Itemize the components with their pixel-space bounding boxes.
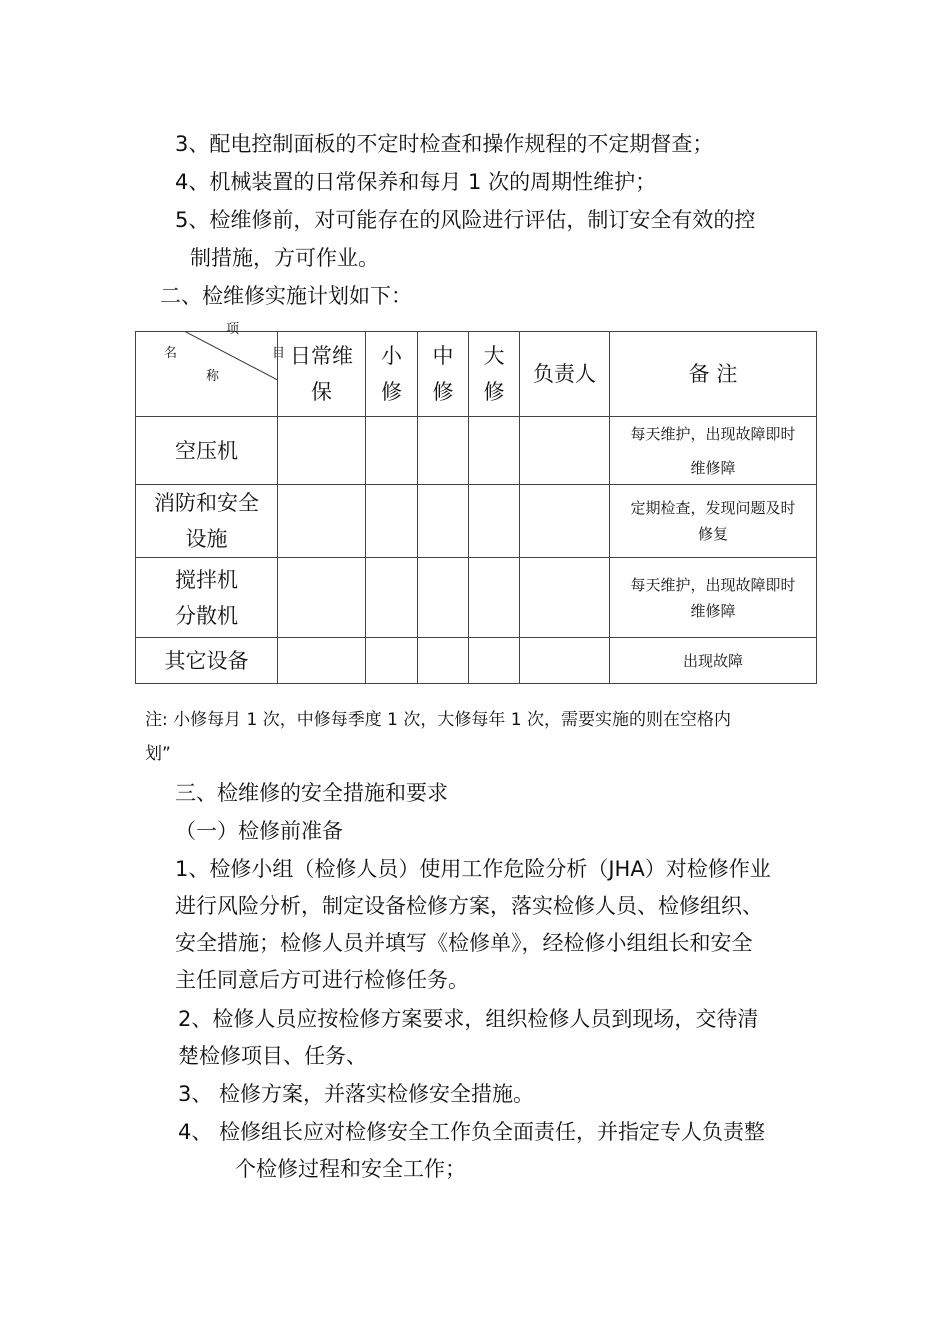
- major-repair-cell[interactable]: [469, 417, 520, 485]
- major-repair-cell[interactable]: [469, 485, 520, 558]
- corner-label-item-1: 项: [226, 322, 240, 337]
- minor-repair-cell[interactable]: [366, 558, 418, 638]
- table-note: 注: 小修每月 1 次，中修每季度 1 次，大修每年 1 次，需要实施的则在空格内: [145, 710, 732, 730]
- header-major-repair: 大 修: [469, 332, 520, 417]
- equipment-name: 搅拌机 分散机: [136, 558, 278, 638]
- maintenance-plan-table: [135, 322, 817, 684]
- table-row: [136, 485, 817, 558]
- intro-item-4: 4、机械装置的日常保养和每月 1 次的周期性维护；: [175, 170, 657, 194]
- minor-repair-cell[interactable]: [366, 485, 418, 558]
- responsible-person-cell[interactable]: [520, 485, 610, 558]
- section-3-item-1-cont-3: 主任同意后方可进行检修任务。: [175, 968, 469, 992]
- header-medium-repair: 中 修: [418, 332, 469, 417]
- responsible-person-cell[interactable]: [520, 558, 610, 638]
- medium-repair-cell[interactable]: [418, 485, 469, 558]
- section-3-item-1: 1、检修小组（检修人员）使用工作危险分析（JHA）对检修作业: [175, 857, 771, 881]
- table-row: [136, 417, 817, 485]
- table-note-cont: 划”: [145, 744, 171, 764]
- intro-item-5: 5、检维修前，对可能存在的风险进行评估，制订安全有效的控: [175, 208, 756, 232]
- section-3-item-1-cont-2: 安全措施；检修人员并填写《检修单》，经检修小组组长和安全: [175, 931, 753, 955]
- daily-maintenance-cell[interactable]: [278, 558, 366, 638]
- header-responsible-person: 负责人: [520, 332, 610, 417]
- minor-repair-cell[interactable]: [366, 417, 418, 485]
- intro-item-3: 3、配电控制面板的不定时检查和操作规程的不定期督查；: [175, 132, 714, 156]
- equipment-name: 空压机: [136, 417, 278, 485]
- table-row: [136, 558, 817, 638]
- intro-item-5-cont: 制措施，方可作业。: [190, 246, 379, 270]
- major-repair-cell[interactable]: [469, 558, 520, 638]
- remark-cell: 出现故障: [610, 638, 817, 684]
- section-3-item-4-cont: 个检修过程和安全工作；: [235, 1157, 466, 1181]
- corner-label-name-1: 名: [164, 346, 178, 361]
- section-3-item-2-cont: 楚检修项目、任务、: [178, 1044, 367, 1068]
- responsible-person-cell[interactable]: [520, 417, 610, 485]
- section-2-title: 二、检维修实施计划如下：: [160, 284, 412, 308]
- medium-repair-cell[interactable]: [418, 417, 469, 485]
- corner-label-name-2: 称: [206, 369, 220, 384]
- header-remarks: 备 注: [610, 332, 817, 417]
- medium-repair-cell[interactable]: [418, 558, 469, 638]
- remark-cell: 定期检查，发现问题及时 修复: [610, 485, 817, 558]
- section-3-item-4: 4、 检修组长应对检修安全工作负全面责任，并指定专人负责整: [178, 1120, 766, 1144]
- section-3-item-2: 2、检修人员应按检修方案要求，组织检修人员到现场，交待清: [178, 1007, 759, 1031]
- header-daily-maintenance: 日常维 保: [278, 332, 366, 417]
- remark-cell: 每天维护，出现故障即时 维修障: [610, 417, 817, 485]
- section-3-item-1-cont-1: 进行风险分析，制定设备检修方案，落实检修人员、检修组织、: [175, 894, 763, 918]
- subsection-1-title: （一）检修前准备: [175, 819, 343, 843]
- header-minor-repair: 小 修: [366, 332, 418, 417]
- table-row: [136, 638, 817, 684]
- corner-label-item-2: 目: [272, 346, 286, 361]
- section-3-item-3: 3、 检修方案，并落实检修安全措施。: [178, 1082, 535, 1106]
- section-3-title: 三、检维修的安全措施和要求: [175, 781, 448, 805]
- minor-repair-cell[interactable]: [366, 638, 418, 684]
- major-repair-cell[interactable]: [469, 638, 520, 684]
- daily-maintenance-cell[interactable]: [278, 485, 366, 558]
- equipment-name: 其它设备: [136, 638, 278, 684]
- daily-maintenance-cell[interactable]: [278, 638, 366, 684]
- daily-maintenance-cell[interactable]: [278, 417, 366, 485]
- medium-repair-cell[interactable]: [418, 638, 469, 684]
- diagonal-header-cell: [136, 322, 286, 417]
- equipment-name: 消防和安全 设施: [136, 485, 278, 558]
- table-header-row: [136, 332, 817, 417]
- remark-cell: 每天维护，出现故障即时 维修障: [610, 558, 817, 638]
- responsible-person-cell[interactable]: [520, 638, 610, 684]
